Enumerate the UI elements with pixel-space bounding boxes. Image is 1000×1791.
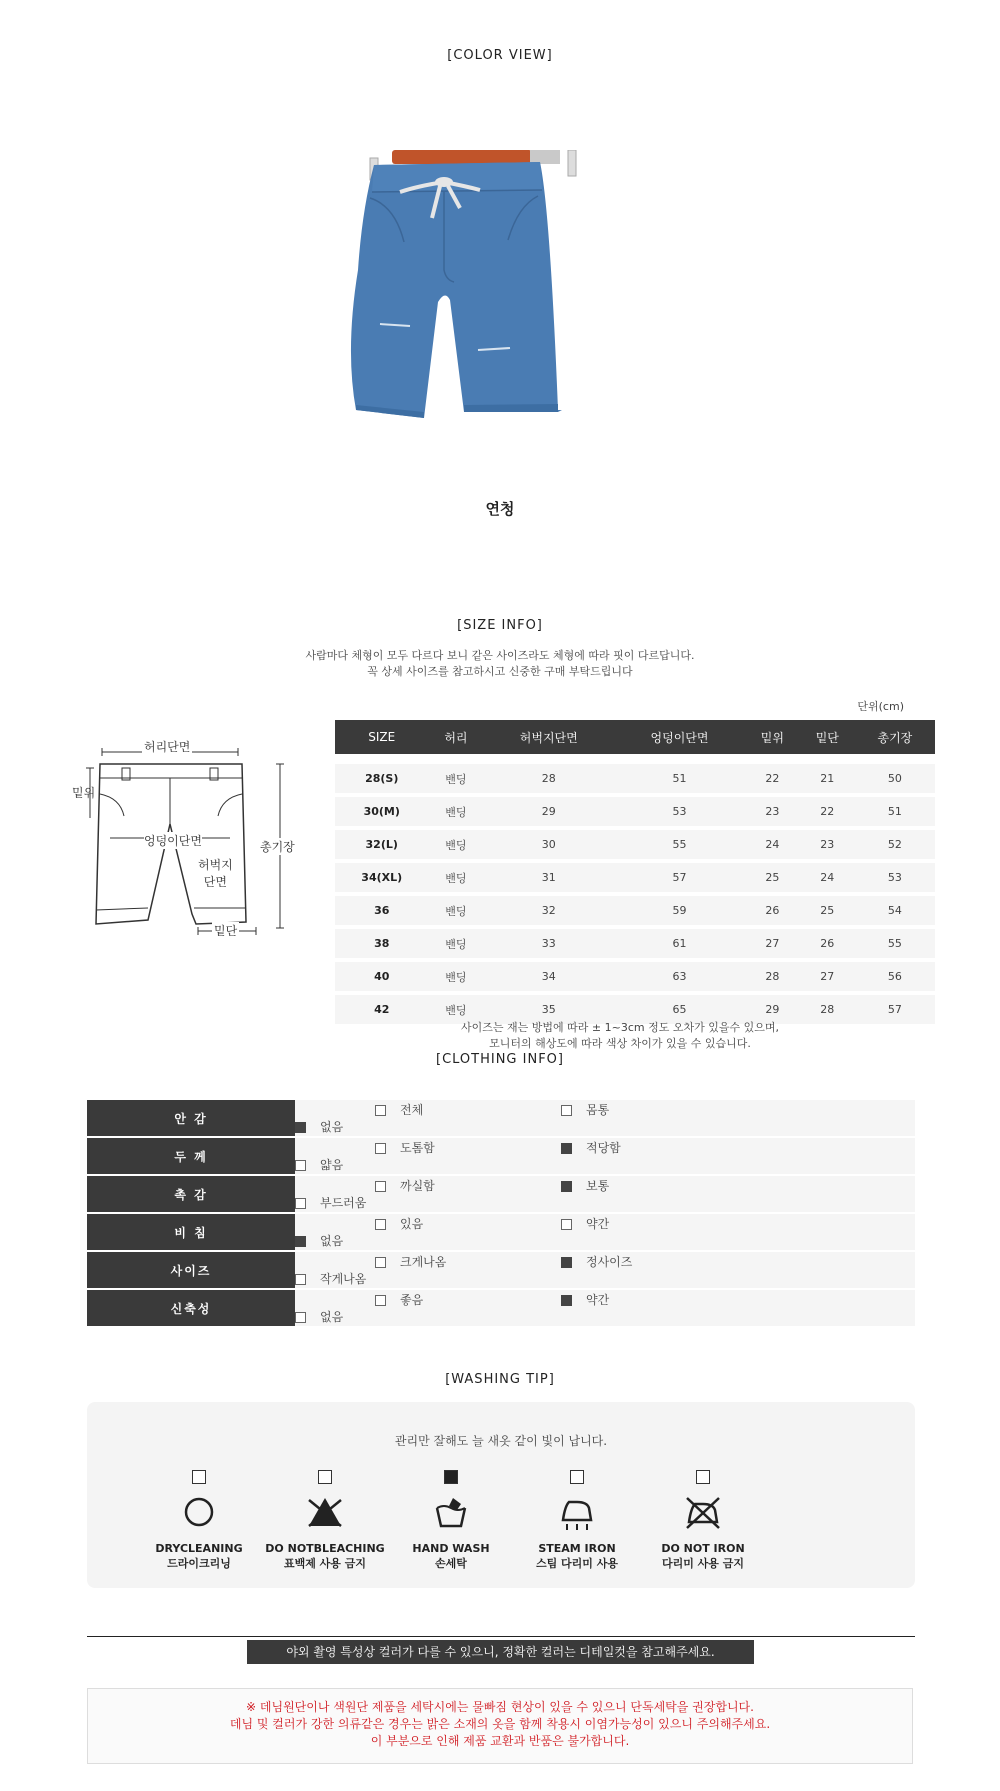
size-notice	[0, 648, 1000, 680]
checked-box-icon	[561, 1295, 572, 1306]
size-cell: 26	[745, 896, 800, 929]
clothing-info-option	[561, 1139, 747, 1156]
option-label: 적당함	[586, 1141, 621, 1155]
unchecked-box-icon	[570, 1470, 584, 1484]
unchecked-box-icon	[375, 1257, 386, 1268]
size-cell: 밴딩	[428, 995, 483, 1028]
size-cell: 59	[614, 896, 745, 929]
clothing-info-options	[295, 1100, 915, 1137]
unchecked-box-icon	[295, 1160, 306, 1171]
clothing-info-options	[295, 1213, 915, 1251]
clothing-info-option	[375, 1215, 561, 1232]
divider	[87, 1636, 915, 1637]
warning-line-1: ※ 데님원단이나 색원단 제품을 세탁시에는 물빠짐 현상이 있을 수 있으니 단독세탁을 권장합니다.	[246, 1700, 754, 1714]
size-cell: 50	[855, 764, 935, 797]
unchecked-box-icon	[561, 1219, 572, 1230]
steam-iron-icon	[557, 1517, 597, 1536]
option-label: 약간	[586, 1217, 610, 1231]
washing-item	[507, 1470, 647, 1571]
size-cell: 34(XL)	[335, 863, 428, 896]
clothing-info-label: 사이즈	[87, 1251, 295, 1289]
size-cell: 53	[855, 863, 935, 896]
unchecked-box-icon	[192, 1470, 206, 1484]
size-cell: 56	[855, 962, 935, 995]
size-cell: 57	[614, 863, 745, 896]
size-cell: 51	[614, 764, 745, 797]
diagram-rise-label: 밑위	[72, 786, 96, 800]
clothing-info-row	[87, 1251, 915, 1289]
option-label: 부드러움	[320, 1196, 367, 1210]
diagram-length-label: 총기장	[260, 840, 295, 854]
size-cell: 25	[745, 863, 800, 896]
size-cell: 밴딩	[428, 863, 483, 896]
clothing-info-option	[561, 1291, 747, 1308]
clothing-info-table	[87, 1100, 915, 1328]
unchecked-box-icon	[375, 1295, 386, 1306]
washing-tip-title: [WASHING TIP]	[445, 1372, 555, 1387]
washing-label-ko: 손세탁	[435, 1557, 467, 1570]
drycleaning-icon	[179, 1517, 219, 1536]
warning-line-3: 이 부분으로 인해 제품 교환과 반품은 불가합니다.	[370, 1734, 630, 1748]
clothing-info-options	[295, 1175, 915, 1213]
size-header-cell: 허벅지단면	[483, 720, 614, 754]
size-cell: 22	[745, 764, 800, 797]
unchecked-box-icon	[295, 1198, 306, 1209]
unchecked-box-icon	[295, 1312, 306, 1323]
clothing-info-label: 비 침	[87, 1213, 295, 1251]
clothing-info-options	[295, 1289, 915, 1327]
option-label: 까실함	[400, 1179, 435, 1193]
clothing-info-option	[561, 1253, 747, 1270]
washing-item	[255, 1470, 395, 1571]
washing-label-ko: 표백제 사용 금지	[283, 1557, 367, 1570]
size-header-cell: SIZE	[335, 720, 428, 754]
product-image	[340, 150, 660, 480]
unchecked-box-icon	[295, 1274, 306, 1285]
option-label: 작게나옴	[320, 1272, 367, 1286]
diagram-waist-label: 허리단면	[144, 740, 191, 754]
option-label: 좋음	[400, 1293, 424, 1307]
clothing-info-option	[561, 1177, 747, 1194]
option-label: 정사이즈	[586, 1255, 633, 1269]
option-label: 있음	[400, 1217, 424, 1231]
size-header-cell: 허리	[428, 720, 483, 754]
clothing-info-options	[295, 1137, 915, 1175]
size-table-row	[335, 797, 935, 830]
washing-label-ko: 드라이크리닝	[167, 1557, 231, 1570]
size-cell: 25	[800, 896, 855, 929]
unit-label: 단위(cm)	[857, 700, 904, 713]
size-cell: 23	[745, 797, 800, 830]
clothing-info-row	[87, 1213, 915, 1251]
checked-box-icon	[295, 1122, 306, 1133]
size-cell: 40	[335, 962, 428, 995]
size-cell: 28	[800, 995, 855, 1028]
washing-warning	[87, 1688, 913, 1764]
checked-box-icon	[444, 1470, 458, 1484]
clothing-info-option	[295, 1232, 481, 1249]
option-label: 전체	[400, 1103, 424, 1117]
checked-box-icon	[561, 1257, 572, 1268]
clothing-info-option	[295, 1270, 481, 1287]
size-cell: 57	[855, 995, 935, 1028]
option-label: 약간	[586, 1293, 610, 1307]
photo-notice-banner: 야외 촬영 특성상 컬러가 다를 수 있으니, 정확한 컬러는 디테일컷을 참고해주세요.	[247, 1640, 754, 1664]
size-cell: 밴딩	[428, 896, 483, 929]
size-notice-line-2: 꼭 상세 사이즈를 참고하시고 신중한 구매 부탁드립니다	[367, 665, 633, 678]
option-label: 크게나옴	[400, 1255, 447, 1269]
unchecked-box-icon	[318, 1470, 332, 1484]
option-label: 없음	[320, 1310, 344, 1324]
size-footnote-line-1: 사이즈는 재는 방법에 따라 ± 1~3cm 정도 오차가 있을수 있으며,	[461, 1021, 779, 1034]
size-table	[335, 720, 935, 1028]
washing-label-ko: 다리미 사용 금지	[661, 1557, 745, 1570]
size-cell: 34	[483, 962, 614, 995]
size-diagram	[70, 738, 310, 958]
clothing-info-option	[375, 1253, 561, 1270]
washing-label-en: HAND WASH	[412, 1542, 490, 1555]
clothing-info-label: 두 께	[87, 1137, 295, 1175]
size-cell: 30	[483, 830, 614, 863]
size-cell: 31	[483, 863, 614, 896]
size-info-title: [SIZE INFO]	[457, 618, 543, 633]
size-cell: 24	[800, 863, 855, 896]
option-label: 몸통	[586, 1103, 610, 1117]
unchecked-box-icon	[696, 1470, 710, 1484]
clothing-info-option	[295, 1194, 481, 1211]
size-cell: 30(M)	[335, 797, 428, 830]
size-header-cell: 밑위	[745, 720, 800, 754]
unchecked-box-icon	[375, 1219, 386, 1230]
size-cell: 27	[800, 962, 855, 995]
clothing-info-option	[375, 1177, 561, 1194]
size-cell: 42	[335, 995, 428, 1028]
clothing-info-title: [CLOTHING INFO]	[436, 1052, 564, 1067]
clothing-info-label: 촉 감	[87, 1175, 295, 1213]
size-cell: 32	[483, 896, 614, 929]
size-footnote-line-2: 모니터의 해상도에 따라 색상 차이가 있을 수 있습니다.	[489, 1037, 751, 1050]
size-cell: 28	[745, 962, 800, 995]
clothing-info-row	[87, 1289, 915, 1327]
clothing-info-row	[87, 1100, 915, 1137]
no-bleach-icon	[305, 1517, 345, 1536]
size-cell: 61	[614, 929, 745, 962]
size-cell: 32(L)	[335, 830, 428, 863]
size-cell: 밴딩	[428, 830, 483, 863]
option-label: 없음	[320, 1120, 344, 1134]
unchecked-box-icon	[375, 1181, 386, 1192]
size-cell: 63	[614, 962, 745, 995]
clothing-info-row	[87, 1175, 915, 1213]
washing-label-ko: 스팀 다리미 사용	[535, 1557, 619, 1570]
washing-head: 관리만 잘해도 늘 새옷 같이 빛이 납니다.	[394, 1434, 608, 1448]
size-cell: 29	[483, 797, 614, 830]
checked-box-icon	[561, 1143, 572, 1154]
clothing-info-option	[295, 1156, 481, 1173]
size-footnote	[120, 1020, 1000, 1052]
clothing-info-option	[375, 1139, 561, 1156]
washing-item	[381, 1470, 521, 1571]
clothing-info-option	[561, 1101, 747, 1118]
option-label: 보통	[586, 1179, 610, 1193]
washing-item	[129, 1470, 269, 1571]
washing-item	[633, 1470, 773, 1571]
size-cell: 26	[800, 929, 855, 962]
size-cell: 52	[855, 830, 935, 863]
size-cell: 28	[483, 764, 614, 797]
checked-box-icon	[561, 1181, 572, 1192]
size-table-header	[335, 720, 935, 754]
size-cell: 28(S)	[335, 764, 428, 797]
diagram-thigh-line-1: 허벅지	[198, 858, 233, 872]
diagram-hip-label: 엉덩이단면	[144, 834, 202, 848]
size-header-cell: 밑단	[800, 720, 855, 754]
washing-label-en: DRYCLEANING	[155, 1542, 243, 1555]
size-cell: 23	[800, 830, 855, 863]
unchecked-box-icon	[375, 1143, 386, 1154]
size-cell: 33	[483, 929, 614, 962]
size-cell: 65	[614, 995, 745, 1028]
clothing-info-option	[295, 1118, 481, 1135]
option-label: 없음	[320, 1234, 344, 1248]
warning-line-2: 데님 및 컬러가 강한 의류같은 경우는 밝은 소재의 옷을 함께 착용시 이염가능성이 있으니 주의해주세요.	[229, 1717, 771, 1731]
washing-label-en: DO NOT IRON	[661, 1542, 745, 1555]
size-notice-line-1: 사람마다 체형이 모두 다르다 보니 같은 사이즈라도 체형에 따라 핏이 다르답니다.	[305, 649, 695, 662]
size-cell: 55	[614, 830, 745, 863]
clothing-info-option	[561, 1215, 747, 1232]
size-table-row	[335, 830, 935, 863]
size-cell: 53	[614, 797, 745, 830]
size-table-row	[335, 863, 935, 896]
size-cell: 35	[483, 995, 614, 1028]
size-cell: 24	[745, 830, 800, 863]
washing-label-en: DO NOTBLEACHING	[265, 1542, 385, 1555]
size-cell: 밴딩	[428, 929, 483, 962]
size-cell: 55	[855, 929, 935, 962]
clothing-info-option	[375, 1291, 561, 1308]
clothing-info-options	[295, 1251, 915, 1289]
checked-box-icon	[295, 1236, 306, 1247]
size-cell: 27	[745, 929, 800, 962]
diagram-thigh-line-2: 단면	[203, 875, 227, 889]
size-cell: 38	[335, 929, 428, 962]
size-header-cell: 엉덩이단면	[614, 720, 745, 754]
clothing-info-option	[295, 1308, 481, 1325]
size-cell: 54	[855, 896, 935, 929]
clothing-info-option	[375, 1101, 561, 1118]
option-label: 도톰함	[400, 1141, 435, 1155]
unchecked-box-icon	[375, 1105, 386, 1116]
size-cell: 밴딩	[428, 797, 483, 830]
size-cell: 밴딩	[428, 764, 483, 797]
washing-box	[87, 1402, 915, 1588]
unchecked-box-icon	[561, 1105, 572, 1116]
size-table-row	[335, 962, 935, 995]
color-view-title: [COLOR VIEW]	[447, 48, 553, 63]
size-header-cell: 총기장	[855, 720, 935, 754]
size-cell: 51	[855, 797, 935, 830]
clothing-info-row	[87, 1137, 915, 1175]
size-cell: 29	[745, 995, 800, 1028]
size-table-row	[335, 896, 935, 929]
clothing-info-label: 신축성	[87, 1289, 295, 1327]
size-cell: 밴딩	[428, 962, 483, 995]
color-name-label: 연청	[485, 500, 515, 518]
size-table-row	[335, 764, 935, 797]
size-cell: 21	[800, 764, 855, 797]
clothing-info-label: 안 감	[87, 1100, 295, 1137]
no-iron-icon	[683, 1517, 723, 1536]
hand-wash-icon	[431, 1517, 471, 1536]
option-label: 얇음	[320, 1158, 344, 1172]
washing-label-en: STEAM IRON	[538, 1542, 616, 1555]
diagram-thigh-label	[198, 856, 233, 890]
size-cell: 22	[800, 797, 855, 830]
size-cell: 36	[335, 896, 428, 929]
diagram-hem-label: 밑단	[214, 924, 238, 938]
size-table-row	[335, 929, 935, 962]
